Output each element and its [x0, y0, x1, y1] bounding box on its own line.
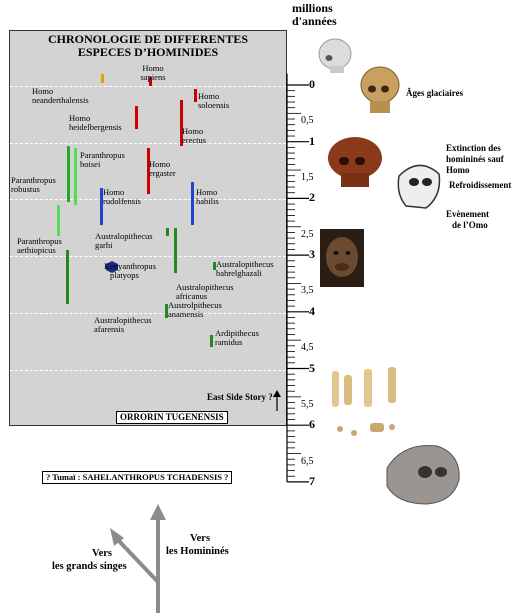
bar-paranthropus-aethiopicus	[57, 205, 60, 236]
bar-homo-habilis	[191, 182, 194, 225]
label-homo-erectus-line1: Homo	[182, 126, 204, 136]
skull-photo-paranthropus	[394, 156, 444, 212]
axis-tick-label: 3,5	[301, 285, 314, 297]
axis-tick-label: 5	[309, 360, 315, 375]
gridline	[10, 256, 286, 257]
label-paranthropus-robustus-line2: robustus	[11, 184, 40, 194]
bar-ardipithecus-ramidus	[210, 335, 213, 346]
toumai-label: ? Tumaï : SAHELANTHROPUS TCHADENSIS ?	[42, 471, 232, 484]
axis-tick-label: 7	[309, 473, 315, 488]
tree-left-line2: les grands singes	[52, 561, 127, 572]
axis-tick-label: 1,5	[301, 172, 314, 184]
gridline	[10, 313, 286, 314]
bar-homo-neanderthalensis	[101, 74, 104, 84]
label-australopithecus-africanus-line2: africanus	[176, 291, 208, 301]
chart-title-line2: ESPECES D’HOMINIDES	[77, 45, 219, 59]
label-homo-soloensis-line1: Homo	[198, 91, 220, 101]
label-homo-erectus-line2: erectus	[182, 135, 207, 145]
orrorin-label: ORRORIN TUGENENSIS	[116, 411, 228, 424]
axis-tick-label: 1	[309, 133, 315, 148]
bar-paranthropus-boisei	[74, 148, 77, 205]
label-homo-habilis-line2: habilis	[196, 196, 219, 206]
label-australopithecus-africanus-line1: Australopithecus	[176, 282, 234, 292]
skull-photo-neanderthal	[359, 63, 401, 115]
tree-right-line1: Vers	[190, 533, 211, 544]
label-homo-ergaster-line1: Homo	[149, 159, 171, 169]
label-paranthropus-boisei-line1: Paranthropus	[80, 150, 125, 160]
skull-photo-toumai	[383, 440, 463, 508]
event-omo-line1: Evènement	[446, 209, 489, 219]
tree-right-line2: les Homininés	[166, 546, 229, 557]
label-homo-habilis-line1: Homo	[196, 187, 218, 197]
event-extinction-line2: homininés sauf	[446, 154, 504, 164]
bar-paranthropus-robustus	[67, 146, 70, 203]
label-homo-heidelbergensis-line2: heidelbergensis	[69, 122, 122, 132]
label-australopithecus-anamensis-line2: anamensis	[168, 309, 204, 319]
axis-tick-label: 0	[309, 77, 315, 91]
label-australopithecus-garhi-line2: garhi	[95, 240, 113, 250]
east-side-story-label: East Side Story ?	[207, 392, 273, 402]
bones-photo-orrorin	[330, 367, 412, 443]
label-ardipithecus-ramidus-line2: ramidus	[215, 337, 243, 347]
event-ages-glaciaires: Âges glaciaires	[406, 88, 464, 98]
label-kenyanthropus-platyops-line1: Kenyanthropus	[104, 261, 156, 271]
label-homo-sapiens-line2: sapiens	[140, 72, 166, 82]
axis-tick-label: 2	[309, 190, 315, 205]
label-australopithecus-anamensis-line1: Austrolpithecus	[168, 300, 222, 310]
bar-australopithecus-afarensis	[66, 250, 69, 304]
label-paranthropus-aethiopicus-line1: Paranthropus	[17, 236, 62, 246]
event-omo-line2: de l’Omo	[452, 220, 488, 230]
chronology-chart-panel	[9, 30, 287, 426]
bar-australopithecus-garhi	[166, 228, 169, 237]
skull-photo-homo-sapiens	[316, 36, 354, 76]
label-australopithecus-bahrelghazali-line1: Australopithecus	[216, 259, 274, 269]
event-extinction-line3: Homo	[446, 165, 470, 175]
label-paranthropus-boisei-line2: boisei	[80, 159, 101, 169]
axis-unit-line2: d'années	[292, 14, 337, 28]
gridline	[10, 199, 286, 200]
time-axis	[285, 70, 325, 490]
axis-tick-label: 4	[309, 303, 315, 318]
gridline	[10, 370, 286, 371]
label-paranthropus-robustus-line1: Paranthropus	[11, 175, 56, 185]
axis-tick-label: 0,5	[301, 115, 314, 127]
bar-homo-soloensis	[194, 89, 197, 102]
axis-tick-label: 3	[309, 247, 315, 262]
axis-tick-label: 6,5	[301, 455, 314, 467]
axis-tick-label: 6	[309, 417, 315, 432]
label-australopithecus-bahrelghazali-line2: bahrelghazali	[216, 268, 262, 278]
label-paranthropus-aethiopicus-line2: aethiopicus	[17, 245, 56, 255]
label-homo-rudolfensis-line2: rudolfensis	[103, 196, 141, 206]
up-arrow-icon	[272, 390, 282, 412]
label-homo-soloensis-line2: soloensis	[198, 100, 230, 110]
bar-australopithecus-africanus	[174, 228, 177, 273]
axis-tick-label: 5,5	[301, 398, 314, 410]
skull-photo-homo-erectus	[326, 133, 384, 191]
label-homo-heidelbergensis-line1: Homo	[69, 113, 91, 123]
axis-unit-line1: millions	[292, 1, 333, 15]
label-kenyanthropus-platyops-line2: platyops	[110, 270, 139, 280]
axis-tick-label: 2,5	[301, 228, 314, 240]
gridline	[10, 143, 286, 144]
label-homo-neanderthalensis-line2: neanderthalensis	[32, 95, 89, 105]
tree-left-line1: Vers	[91, 548, 113, 559]
label-homo-rudolfensis-line1: Homo	[103, 187, 125, 197]
label-australopithecus-afarensis-line1: Australopithecus	[94, 315, 152, 325]
reconstruction-photo-australopithecus	[320, 229, 364, 287]
event-extinction-line1: Extinction des	[446, 143, 501, 153]
label-ardipithecus-ramidus-line1: Ardipithecus	[215, 328, 259, 338]
label-australopithecus-garhi-line1: Australopithecus	[95, 231, 153, 241]
bar-homo-heidelbergensis	[135, 106, 138, 129]
label-homo-neanderthalensis-line1: Homo	[32, 86, 54, 96]
axis-tick-label: 4,5	[301, 342, 314, 354]
label-homo-sapiens-line1: Homo	[142, 63, 164, 73]
chart-title-line1: CHRONOLOGIE DE DIFFERENTES	[47, 32, 249, 46]
label-australopithecus-afarensis-line2: afarensis	[94, 324, 125, 334]
label-homo-ergaster-line2: ergaster	[149, 168, 176, 178]
event-refroidissement: Refroidissement	[449, 180, 512, 190]
